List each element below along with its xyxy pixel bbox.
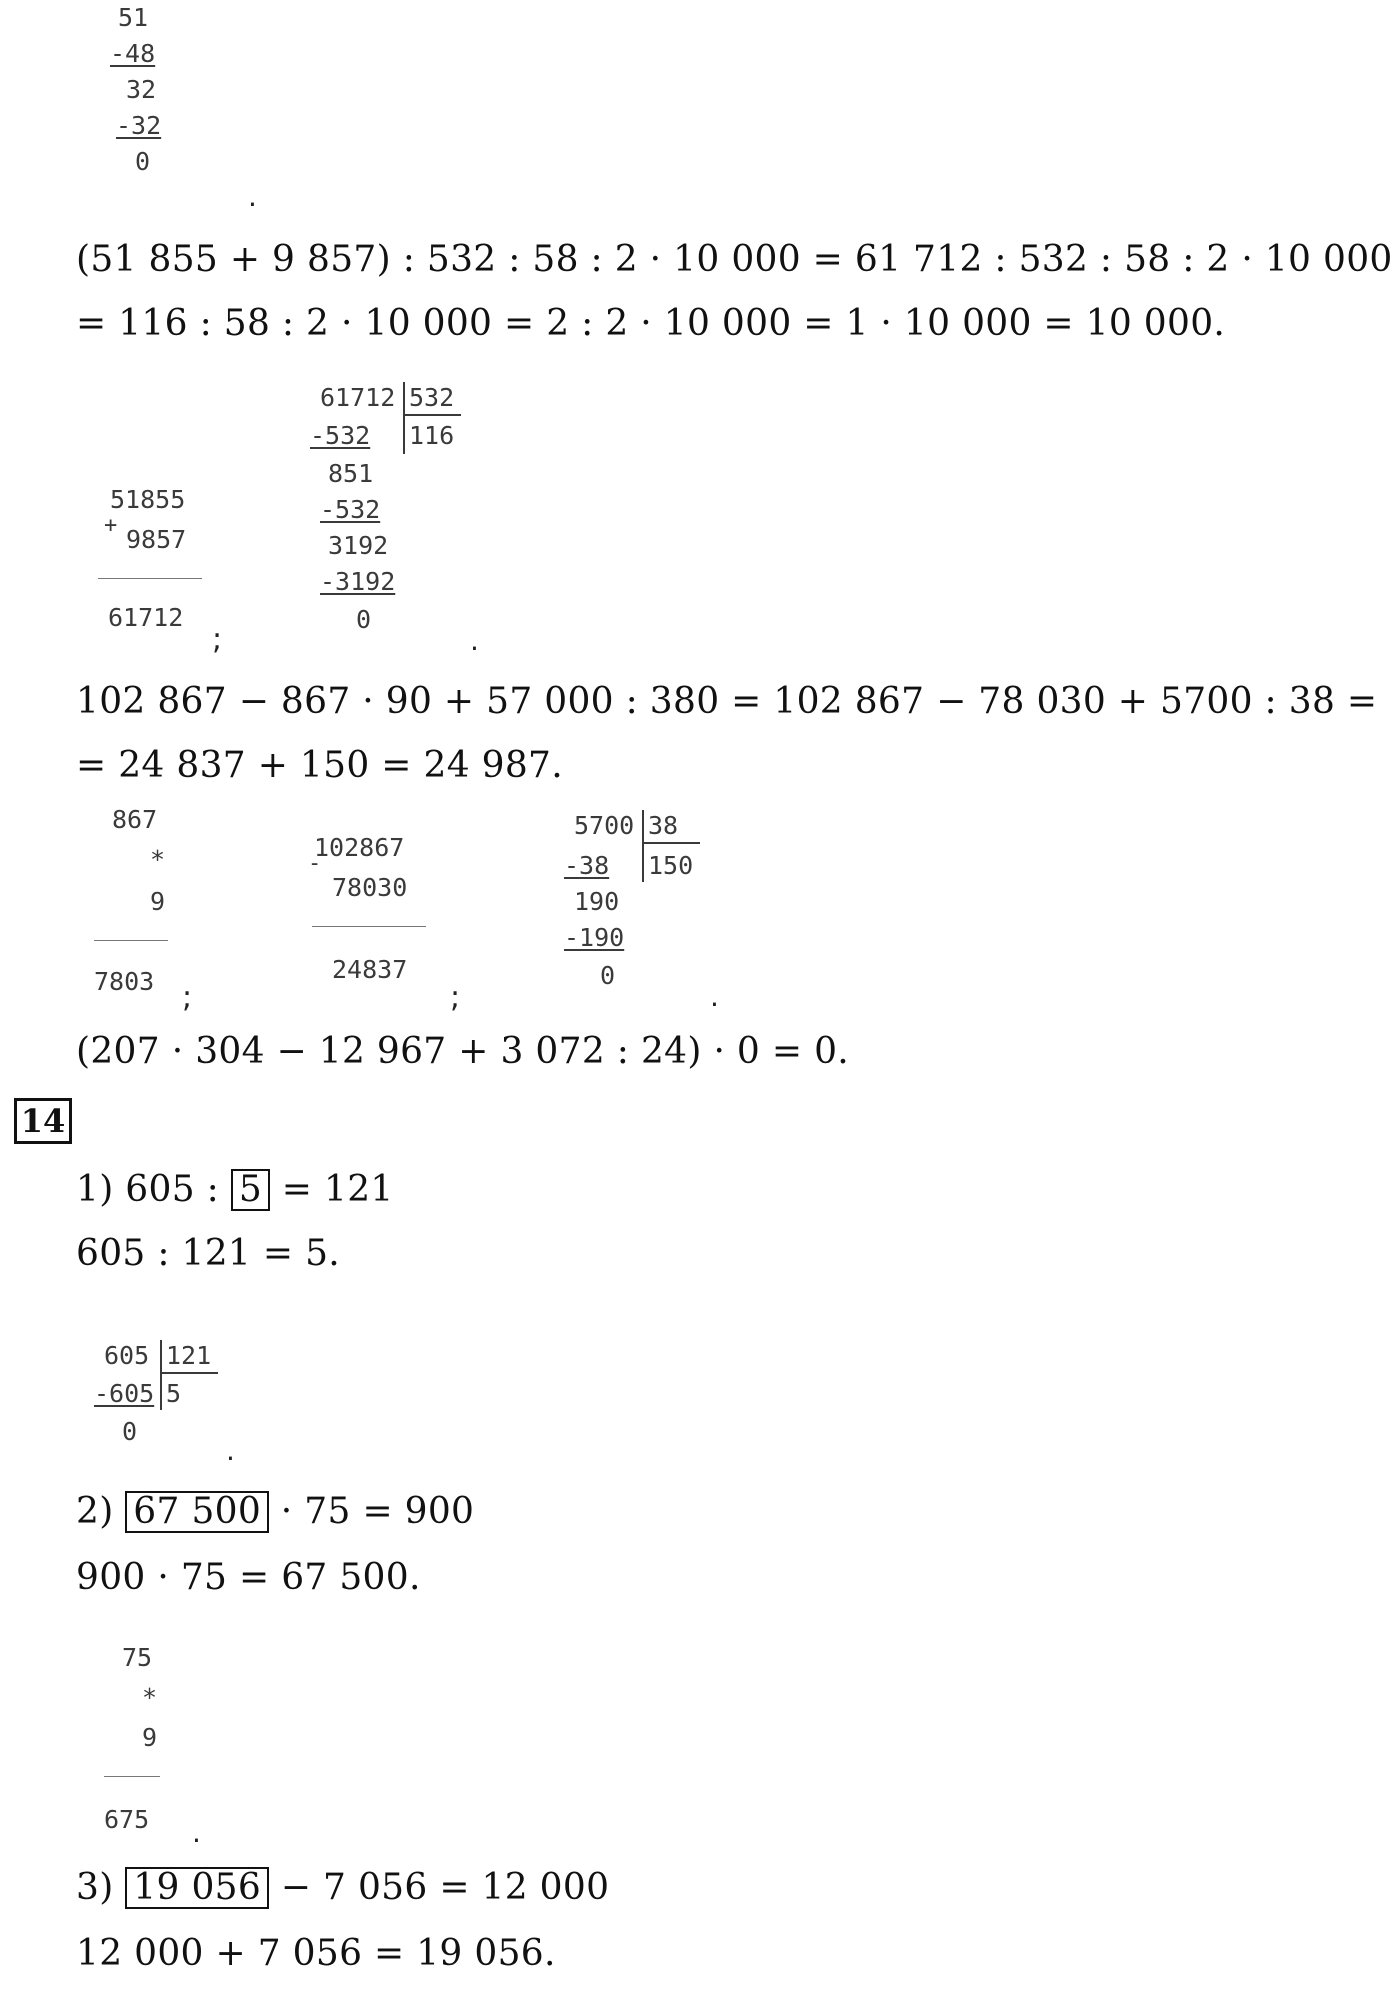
item-1-answer-box: 5 — [231, 1169, 270, 1211]
top-division-row: -32 — [116, 111, 162, 140]
addend-b: 9857 — [126, 525, 187, 554]
remainder: 0 — [122, 1417, 138, 1446]
minuend: 102867 — [314, 833, 405, 862]
separator: ; — [182, 980, 193, 1015]
item-3-equation — [76, 1866, 609, 1910]
item-1-equation — [76, 1168, 394, 1212]
quotient: 116 — [409, 421, 455, 450]
separator: ; — [450, 980, 461, 1015]
item-3-check: 12 000 + 7 056 = 19 056. — [76, 1933, 556, 1974]
top-division-row: 0 — [135, 147, 151, 176]
division-row: -190 — [564, 923, 625, 952]
division-row: -605 — [94, 1379, 155, 1408]
division-row: -3192 — [320, 567, 396, 596]
item-3-answer-box: 19 056 — [125, 1867, 269, 1909]
top-division-row: 32 — [126, 75, 157, 104]
sum-result: 61712 — [108, 603, 184, 632]
dividend: 605 — [104, 1341, 150, 1370]
item-1-suffix: = 121 — [270, 1169, 394, 1210]
quotient: 150 — [648, 851, 694, 880]
divisor: 532 — [409, 383, 455, 412]
top-division-row: -48 — [110, 39, 156, 68]
division-row: -532 — [310, 421, 371, 450]
item-1-prefix: 1) 605 : — [76, 1169, 231, 1210]
division-vertical-bar — [642, 810, 644, 882]
item-1-check: 605 : 121 = 5. — [76, 1233, 341, 1274]
expression-2-line-2: = 24 837 + 150 = 24 987. — [76, 745, 563, 786]
divisor: 38 — [648, 811, 679, 840]
end-dot: . — [248, 180, 257, 213]
item-2-check: 900 · 75 = 67 500. — [76, 1557, 421, 1598]
divisor: 121 — [166, 1341, 212, 1370]
division-row: -38 — [564, 851, 610, 880]
expression-2-line-1: 102 867 − 867 · 90 + 57 000 : 380 = 102 867 − 78 030 + 5700 : 38 = — [76, 681, 1378, 722]
division-row: 0 — [356, 605, 372, 634]
expression-3: (207 · 304 − 12 967 + 3 072 : 24) · 0 = 0. — [76, 1031, 850, 1072]
division-row: -532 — [320, 495, 381, 524]
division-horizontal-bar — [405, 414, 461, 416]
product-line — [94, 940, 168, 941]
division-vertical-bar — [160, 1340, 162, 1410]
division-horizontal-bar — [162, 1372, 218, 1374]
dividend: 5700 — [574, 811, 635, 840]
subtrahend: 78030 — [332, 873, 408, 902]
product-result: 675 — [104, 1805, 150, 1834]
end-dot: . — [226, 1434, 235, 1467]
times-sign: * — [142, 1683, 158, 1712]
product-line — [104, 1776, 160, 1777]
minus-sign: - — [308, 851, 322, 876]
item-2-suffix: · 75 = 900 — [269, 1491, 475, 1532]
factor-b: 9 — [150, 887, 166, 916]
separator: ; — [212, 622, 223, 657]
quotient: 5 — [166, 1379, 182, 1408]
item-2-answer-box: 67 500 — [125, 1491, 269, 1533]
factor-b: 9 — [142, 1723, 158, 1752]
product-result: 7803 — [94, 967, 155, 996]
division-horizontal-bar — [644, 842, 700, 844]
addend-a: 51855 — [110, 485, 186, 514]
division-row: 190 — [574, 887, 620, 916]
end-dot: . — [710, 980, 719, 1013]
task-number-box: 14 — [14, 1098, 72, 1144]
dividend: 61712 — [320, 383, 396, 412]
item-3-prefix: 3) — [76, 1867, 126, 1908]
difference-result: 24837 — [332, 955, 408, 984]
item-2-prefix: 2) — [76, 1491, 126, 1532]
end-dot: . — [470, 624, 479, 657]
expression-1-line-2: = 116 : 58 : 2 · 10 000 = 2 : 2 · 10 000 = 1 · 10 000 = 10 000. — [76, 303, 1226, 344]
factor-a: 867 — [112, 805, 158, 834]
plus-sign: + — [104, 513, 118, 538]
division-row: 0 — [600, 961, 616, 990]
division-row: 3192 — [328, 531, 389, 560]
item-3-suffix: − 7 056 = 12 000 — [269, 1867, 610, 1908]
factor-a: 75 — [122, 1643, 153, 1672]
division-vertical-bar — [403, 382, 405, 454]
item-2-equation — [76, 1490, 474, 1534]
top-division-row: 51 — [118, 3, 149, 32]
times-sign: * — [150, 845, 166, 874]
difference-line — [312, 926, 426, 927]
division-row: 851 — [328, 459, 374, 488]
sum-line — [98, 578, 202, 579]
end-dot: . — [192, 1816, 201, 1849]
expression-1-line-1: (51 855 + 9 857) : 532 : 58 : 2 · 10 000 = 61 712 : 532 : 58 : 2 · 10 000 — [76, 239, 1393, 280]
